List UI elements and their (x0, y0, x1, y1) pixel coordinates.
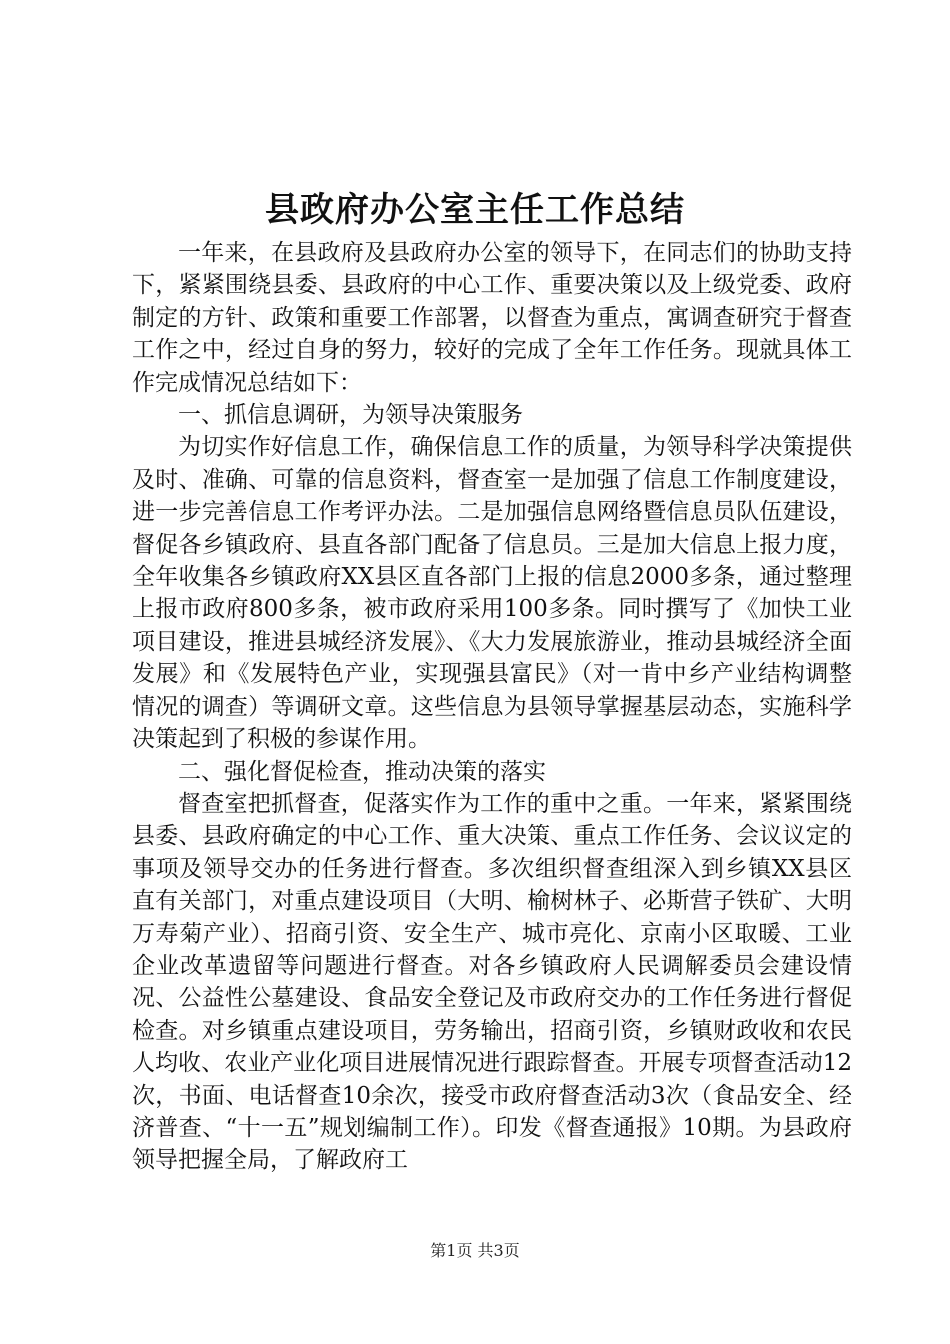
section-heading-2: 二、强化督促检查，推动决策的落实 (178, 758, 546, 785)
paragraph-section-2: 督查室把抓督查，促落实作为工作的重中之重。一年来，紧紧围绕县委、县政府确定的中心工作、重大决策、重点工作任务、会议议定的事项及领导交办的任务进行督查。多次组织督查组深入到乡镇XX县区直有关部门，对重点建设项目（大明、榆树林子、必斯营子铁矿、大明万寿菊产业）、招商引资、安全生产、城市亮化、京南小区取暖、工业企业改革遗留等问题进行督查。对各乡镇政府人民调解委员会建设情况、公益性公墓建设、食品安全登记及市政府交办的工作任务进行督促检查。对乡镇重点建设项目，劳务输出，招商引资，乡镇财政收和农民人均收、农业产业化项目进展情况进行跟踪督查。开展专项督查活动12次，书面、电话督查10余次，接受市政府督查活动3次（食品安全、经济普查、“十一五”规划编制工作）。印发《督查通报》10期。为县政府领导把握全局，了解政府工 (132, 790, 852, 1174)
section-heading-1: 一、抓信息调研，为领导决策服务 (178, 402, 523, 429)
paragraph-section-1: 为切实作好信息工作，确保信息工作的质量，为领导科学决策提供及时、准确、可靠的信息资料，督查室一是加强了信息工作制度建设，进一步完善信息工作考评办法。二是加强信息网络暨信息员队伍建设，督促各乡镇政府、县直各部门配备了信息员。三是加大信息上报力度，全年收集各乡镇政府XX县区直各部门上报的信息2000多条，通过整理上报市政府800多条，被市政府采用100多条。同时撰写了《加快工业项目建设，推进县城经济发展》、《大力发展旅游业，推动县城经济全面发展》和《发展特色产业，实现强县富民》（对一肯中乡产业结构调整情况的调查）等调研文章。这些信息为县领导掌握基层动态，实施科学决策起到了积极的参谋作用。 (132, 434, 852, 753)
paragraph-intro: 一年来，在县政府及县政府办公室的领导下，在同志们的协助支持下，紧紧围绕县委、县政府的中心工作、重要决策以及上级党委、政府制定的方针、政策和重要工作部署，以督查为重点，寓调查研究于督查工作之中，经过自身的努力，较好的完成了全年工作任务。现就具体工作完成情况总结如下： (132, 240, 852, 396)
document-body (132, 237, 852, 1177)
document-title: 县政府办公室主任工作总结 (265, 190, 685, 230)
page-footer: 第1页 共3页 (430, 1241, 520, 1260)
